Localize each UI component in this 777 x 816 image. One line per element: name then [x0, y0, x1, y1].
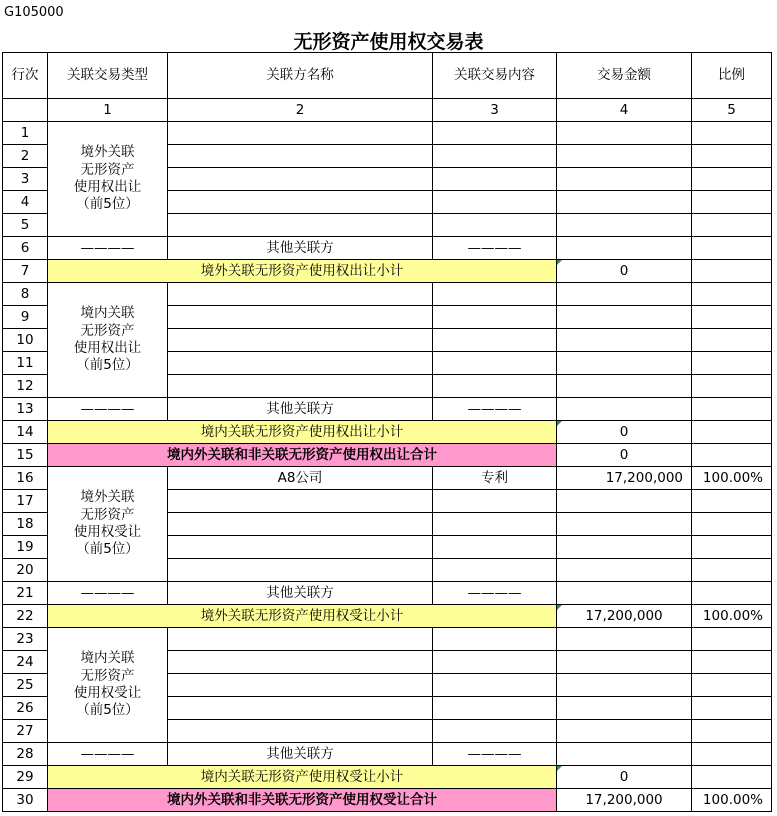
subtotal-row [3, 421, 772, 444]
content-cell[interactable] [433, 490, 557, 513]
transaction-type-line: 无形资产 [80, 667, 135, 684]
amount-cell[interactable] [557, 122, 692, 145]
other-party-row [3, 743, 772, 766]
transaction-type-line: 无形资产 [80, 161, 135, 178]
type-dash: ———— [48, 582, 168, 605]
party-name-cell[interactable] [168, 720, 433, 743]
other-party-row [3, 237, 772, 260]
amount-cell[interactable] [557, 582, 692, 605]
content-cell[interactable] [433, 214, 557, 237]
total-label: 境内外关联和非关联无形资产使用权受让合计 [48, 789, 557, 812]
transaction-type-line: （前5位） [76, 541, 139, 558]
other-party-label: 其他关联方 [168, 743, 433, 766]
subtotal-row [3, 766, 772, 789]
content-cell[interactable] [433, 674, 557, 697]
ratio-cell[interactable] [692, 237, 772, 260]
content-cell[interactable] [433, 122, 557, 145]
transaction-type-line: （前5位） [76, 702, 139, 719]
form-code: G105000 [4, 5, 64, 20]
party-name-cell[interactable] [168, 651, 433, 674]
row-number: 9 [3, 306, 48, 329]
transaction-type-line: 使用权受让 [73, 524, 142, 540]
ratio-cell[interactable] [692, 145, 772, 168]
amount-cell[interactable] [557, 398, 692, 421]
ratio-cell[interactable] [692, 536, 772, 559]
content-cell[interactable] [433, 651, 557, 674]
content-cell[interactable]: 专利 [433, 467, 557, 490]
ratio-cell[interactable] [692, 513, 772, 536]
party-name-cell[interactable] [168, 697, 433, 720]
total-amount[interactable]: 17,200,000 [557, 789, 692, 812]
party-name-cell[interactable] [168, 490, 433, 513]
party-name-cell[interactable] [168, 674, 433, 697]
header-amount: 交易金额 [557, 53, 692, 99]
party-name-cell[interactable] [168, 283, 433, 306]
row-number: 22 [3, 605, 48, 628]
amount-cell[interactable] [557, 490, 692, 513]
amount-cell[interactable] [557, 513, 692, 536]
content-dash: ———— [433, 743, 557, 766]
row-number: 11 [3, 352, 48, 375]
content-cell[interactable] [433, 536, 557, 559]
amount-cell[interactable] [557, 191, 692, 214]
transaction-type-line: （前5位） [76, 357, 139, 374]
transaction-type-line: （前5位） [76, 196, 139, 213]
content-cell[interactable] [433, 628, 557, 651]
header-ratio: 比例 [692, 53, 772, 99]
total-row [3, 789, 772, 812]
amount-cell[interactable] [557, 352, 692, 375]
subtotal-label: 境外关联无形资产使用权出让小计 [48, 260, 557, 283]
amount-cell[interactable] [557, 628, 692, 651]
party-name-cell[interactable] [168, 536, 433, 559]
ratio-cell[interactable] [692, 720, 772, 743]
type-dash: ———— [48, 398, 168, 421]
amount-cell[interactable] [557, 536, 692, 559]
amount-cell[interactable] [557, 720, 692, 743]
ratio-cell[interactable] [692, 214, 772, 237]
table-row [3, 283, 772, 306]
other-party-label: 其他关联方 [168, 398, 433, 421]
table-row [3, 467, 772, 490]
col-number: 2 [168, 99, 433, 122]
amount-cell[interactable] [557, 306, 692, 329]
subtotal-ratio[interactable] [692, 260, 772, 283]
subtotal-amount[interactable]: 0 [557, 260, 692, 283]
amount-cell[interactable] [557, 214, 692, 237]
row-number: 5 [3, 214, 48, 237]
row-number: 15 [3, 444, 48, 467]
amount-cell[interactable] [557, 168, 692, 191]
row-number: 30 [3, 789, 48, 812]
ratio-cell[interactable] [692, 697, 772, 720]
ratio-cell[interactable] [692, 398, 772, 421]
party-name-cell[interactable] [168, 214, 433, 237]
ratio-cell[interactable] [692, 628, 772, 651]
ratio-cell[interactable] [692, 490, 772, 513]
row-number: 29 [3, 766, 48, 789]
party-name-cell[interactable] [168, 168, 433, 191]
col-number: 5 [692, 99, 772, 122]
ratio-cell[interactable]: 100.00% [692, 467, 772, 490]
transaction-type [48, 283, 168, 398]
subtotal-ratio[interactable] [692, 766, 772, 789]
row-number: 27 [3, 720, 48, 743]
transaction-type-line: 无形资产 [80, 322, 135, 339]
amount-cell[interactable]: 17,200,000 [557, 467, 692, 490]
total-amount[interactable]: 0 [557, 444, 692, 467]
type-dash: ———— [48, 743, 168, 766]
row-number: 10 [3, 329, 48, 352]
amount-cell[interactable] [557, 237, 692, 260]
header-party: 关联方名称 [168, 53, 433, 99]
ratio-cell[interactable] [692, 674, 772, 697]
amount-cell[interactable] [557, 674, 692, 697]
other-party-row [3, 582, 772, 605]
row-number: 23 [3, 628, 48, 651]
row-number: 24 [3, 651, 48, 674]
subtotal-row [3, 260, 772, 283]
amount-cell[interactable] [557, 743, 692, 766]
party-name-cell[interactable] [168, 122, 433, 145]
row-number: 21 [3, 582, 48, 605]
transaction-type-line: 境内关联 [80, 305, 135, 322]
subtotal-ratio[interactable]: 100.00% [692, 605, 772, 628]
party-name-cell[interactable] [168, 559, 433, 582]
table-row [3, 122, 772, 145]
row-number: 8 [3, 283, 48, 306]
amount-cell[interactable] [557, 559, 692, 582]
ratio-cell[interactable] [692, 375, 772, 398]
transaction-type-line: 使用权出让 [73, 179, 142, 195]
ratio-cell[interactable] [692, 191, 772, 214]
transaction-table [2, 52, 772, 812]
row-number: 28 [3, 743, 48, 766]
subtotal-amount[interactable]: 0 [557, 421, 692, 444]
party-name-cell[interactable] [168, 306, 433, 329]
col-number: 3 [433, 99, 557, 122]
table-body [3, 122, 772, 812]
transaction-type-line: 使用权受让 [73, 685, 142, 701]
row-number: 16 [3, 467, 48, 490]
other-party-label: 其他关联方 [168, 237, 433, 260]
party-name-cell[interactable] [168, 352, 433, 375]
total-row [3, 444, 772, 467]
header-row-no: 行次 [3, 53, 48, 99]
ratio-cell[interactable] [692, 582, 772, 605]
row-number: 2 [3, 145, 48, 168]
ratio-cell[interactable] [692, 122, 772, 145]
row-number: 20 [3, 559, 48, 582]
table-row [3, 628, 772, 651]
content-cell[interactable] [433, 352, 557, 375]
ratio-cell[interactable] [692, 559, 772, 582]
transaction-type [48, 122, 168, 237]
header-type: 关联交易类型 [48, 53, 168, 99]
row-number: 4 [3, 191, 48, 214]
amount-cell[interactable] [557, 329, 692, 352]
other-party-row [3, 398, 772, 421]
row-number: 12 [3, 375, 48, 398]
content-dash: ———— [433, 582, 557, 605]
subtotal-label: 境内关联无形资产使用权受让小计 [48, 766, 557, 789]
page-title: 无形资产使用权交易表 [293, 31, 484, 53]
ratio-cell[interactable] [692, 352, 772, 375]
row-number: 25 [3, 674, 48, 697]
ratio-cell[interactable] [692, 651, 772, 674]
row-number: 18 [3, 513, 48, 536]
amount-cell[interactable] [557, 145, 692, 168]
row-number: 19 [3, 536, 48, 559]
content-cell[interactable] [433, 720, 557, 743]
col-number: 1 [48, 99, 168, 122]
row-number: 1 [3, 122, 48, 145]
party-name-cell[interactable] [168, 329, 433, 352]
party-name-cell[interactable] [168, 145, 433, 168]
transaction-type-line: 使用权出让 [73, 340, 142, 356]
row-number: 17 [3, 490, 48, 513]
row-number: 7 [3, 260, 48, 283]
content-cell[interactable] [433, 513, 557, 536]
subtotal-row [3, 605, 772, 628]
total-ratio[interactable]: 100.00% [692, 789, 772, 812]
content-cell[interactable] [433, 697, 557, 720]
total-label: 境内外关联和非关联无形资产使用权出让合计 [48, 444, 557, 467]
party-name-cell[interactable] [168, 375, 433, 398]
party-name-cell[interactable] [168, 513, 433, 536]
party-name-cell[interactable] [168, 191, 433, 214]
subtotal-amount[interactable]: 17,200,000 [557, 605, 692, 628]
transaction-type-line: 境外关联 [80, 489, 135, 506]
content-cell[interactable] [433, 168, 557, 191]
row-number: 26 [3, 697, 48, 720]
subtotal-ratio[interactable] [692, 421, 772, 444]
row-number: 14 [3, 421, 48, 444]
transaction-type [48, 467, 168, 582]
content-cell[interactable] [433, 375, 557, 398]
ratio-cell[interactable] [692, 743, 772, 766]
transaction-type-line: 无形资产 [80, 506, 135, 523]
content-cell[interactable] [433, 559, 557, 582]
content-cell[interactable] [433, 329, 557, 352]
other-party-label: 其他关联方 [168, 582, 433, 605]
row-number: 13 [3, 398, 48, 421]
content-dash: ———— [433, 237, 557, 260]
subtotal-label: 境内关联无形资产使用权出让小计 [48, 421, 557, 444]
transaction-type-line: 境内关联 [80, 650, 135, 667]
content-cell[interactable] [433, 191, 557, 214]
ratio-cell[interactable] [692, 283, 772, 306]
party-name-cell[interactable] [168, 628, 433, 651]
col-number: 4 [557, 99, 692, 122]
content-dash: ———— [433, 398, 557, 421]
content-cell[interactable] [433, 306, 557, 329]
subtotal-label: 境外关联无形资产使用权受让小计 [48, 605, 557, 628]
amount-cell[interactable] [557, 697, 692, 720]
party-name-cell[interactable]: A8公司 [168, 467, 433, 490]
type-dash: ———— [48, 237, 168, 260]
content-cell[interactable] [433, 283, 557, 306]
content-cell[interactable] [433, 145, 557, 168]
transaction-type-line: 境外关联 [80, 144, 135, 161]
amount-cell[interactable] [557, 283, 692, 306]
row-number: 3 [3, 168, 48, 191]
total-ratio[interactable] [692, 444, 772, 467]
ratio-cell[interactable] [692, 168, 772, 191]
ratio-cell[interactable] [692, 306, 772, 329]
row-number: 6 [3, 237, 48, 260]
col-number-blank [3, 99, 48, 122]
ratio-cell[interactable] [692, 329, 772, 352]
header-content: 关联交易内容 [433, 53, 557, 99]
amount-cell[interactable] [557, 651, 692, 674]
amount-cell[interactable] [557, 375, 692, 398]
subtotal-amount[interactable]: 0 [557, 766, 692, 789]
transaction-type [48, 628, 168, 743]
